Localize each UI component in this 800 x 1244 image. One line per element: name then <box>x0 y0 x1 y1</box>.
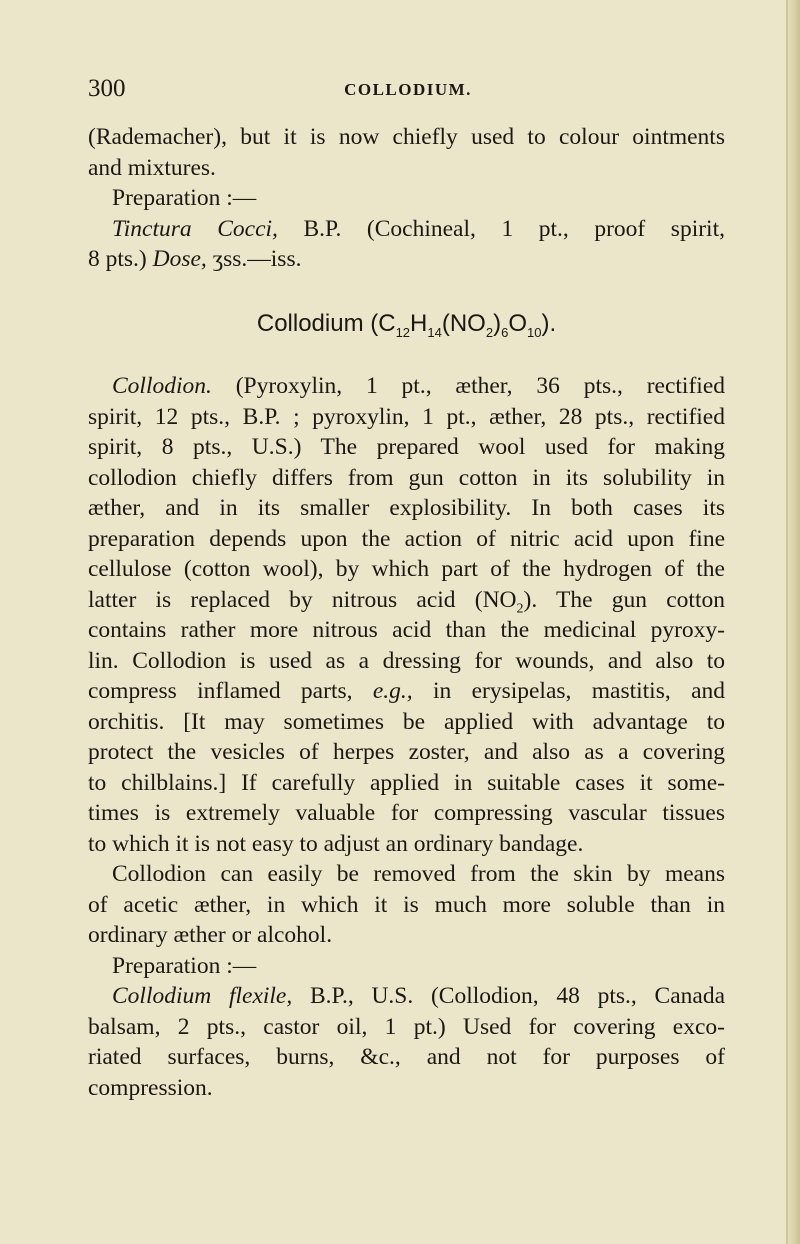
text-line-content: and mixtures. <box>88 154 216 181</box>
text-line <box>88 798 725 829</box>
text-line-content: compress inflamed parts, <box>88 678 373 704</box>
text-line-content: B.P. (Cochineal, 1 pt., proof spirit, <box>277 215 725 242</box>
text-line-content: B.P., U.S. (Collodion, 48 pts., Canada <box>292 983 725 1009</box>
text-line-content: Preparation :— <box>112 952 257 979</box>
page-edge-shadow <box>786 0 788 1244</box>
text-line <box>88 646 725 677</box>
text-line <box>88 524 725 555</box>
page-edge <box>786 0 800 1244</box>
text-line-content: orchitis. [It may sometimes be applied with advantage to <box>88 708 725 735</box>
text-line-content: balsam, 2 pts., castor oil, 1 pt.) Used for covering exco- <box>88 1013 725 1040</box>
text-line-content: latter is replaced by nitrous acid (NO <box>88 586 517 613</box>
page-number: 300 <box>88 75 126 102</box>
text-line <box>88 920 725 951</box>
text-line-content: to chilblains.] If carefully applied in suitable cases it some- <box>88 769 725 796</box>
preparation-name: Collodion. <box>112 373 212 399</box>
page-header <box>88 74 728 110</box>
text-line-content: to which it is not easy to adjust an ordinary bandage. <box>88 830 584 857</box>
text-line <box>88 554 725 585</box>
body-paragraph <box>88 371 725 1103</box>
text-line-content: collodion chiefly differs from gun cotton in its solubility in <box>88 464 725 491</box>
formula-part: H <box>410 310 428 337</box>
intro-paragraph <box>88 122 725 275</box>
formula-subscript: 6 <box>501 324 509 340</box>
formula-part: ). <box>541 310 557 337</box>
text-line-content: lin. Collodion is used as a dressing for wounds, and also to <box>88 647 725 674</box>
formula-subscript: 12 <box>395 324 411 340</box>
dose-value: ʒss.—iss. <box>206 246 302 272</box>
text-line-content: compression. <box>88 1074 213 1101</box>
text-line <box>88 768 725 799</box>
formula-part: (C <box>363 310 396 337</box>
text-line <box>88 951 725 982</box>
formula-subscript: 10 <box>527 324 542 340</box>
text-line-content: 8 pts.) <box>88 246 153 272</box>
heading-title: Collodium <box>256 310 364 337</box>
text-line <box>88 463 725 494</box>
text-line-content: (Pyroxylin, 1 pt., æther, 36 pts., rectified <box>211 373 725 399</box>
text-line-content: Collodion can easily be removed from the skin by means <box>112 861 725 887</box>
text-line <box>88 244 725 275</box>
text-line-content: spirit, 8 pts., U.S.) The prepared wool used for making <box>88 434 725 460</box>
text-line <box>88 493 725 524</box>
text-line <box>88 371 725 402</box>
text-line <box>88 1012 725 1043</box>
text-line-content: ordinary æther or alcohol. <box>88 922 333 948</box>
text-line-content: ). The gun cotton <box>523 586 725 613</box>
text-line <box>88 676 725 707</box>
text-line <box>88 183 725 214</box>
text-line-content: Preparation :— <box>112 185 257 211</box>
text-line-content: cellulose (cotton wool), by which part of the hydrogen of the <box>88 556 725 582</box>
text-line-content: protect the vesicles of herpes zoster, and also as a covering <box>88 739 725 765</box>
text-line <box>88 402 725 433</box>
text-line-content: riated surfaces, burns, &c., and not for purposes of <box>88 1044 725 1070</box>
text-line-content: spirit, 12 pts., B.P. ; pyroxylin, 1 pt., æther, 28 pts., rectified <box>88 403 725 430</box>
text-line <box>88 859 725 890</box>
text-line <box>88 829 725 860</box>
text-line <box>88 707 725 738</box>
running-head: COLLODIUM. <box>344 80 472 99</box>
text-line-content: in erysipelas, mastitis, and <box>412 678 725 704</box>
text-line <box>88 122 725 153</box>
text-line <box>88 585 725 616</box>
preparation-name: Tinctura Cocci, <box>112 215 278 242</box>
dose-label: Dose, <box>152 246 207 272</box>
formula-subscript: 14 <box>427 324 442 340</box>
text-line <box>88 1073 725 1104</box>
text-line-content: contains rather more nitrous acid than the medicinal pyroxy- <box>88 617 725 643</box>
formula-subscript: 2 <box>516 601 524 617</box>
text-line <box>88 890 725 921</box>
text-line-content: preparation depends upon the action of nitric acid upon fine <box>88 525 725 552</box>
text-line <box>88 153 725 184</box>
formula-part: (NO <box>441 310 486 337</box>
formula-part: O <box>508 310 527 337</box>
formula-subscript: 2 <box>485 324 494 340</box>
section-heading <box>88 308 725 349</box>
text-line <box>88 615 725 646</box>
text-line <box>88 432 725 463</box>
formula-part: ) <box>493 310 502 337</box>
emphasis: e.g., <box>372 678 413 704</box>
preparation-name: Collodium flexile, <box>112 983 293 1009</box>
text-line <box>88 1042 725 1073</box>
text-line-content: æther, and in its smaller explosibility. In both cases its <box>88 495 725 521</box>
text-line <box>88 981 725 1012</box>
text-line <box>88 214 725 245</box>
text-line <box>88 737 725 768</box>
text-line-content: of acetic æther, in which it is much more soluble than in <box>88 891 725 918</box>
text-line-content: (Rademacher), but it is now chiefly used to colour ointments <box>88 124 725 150</box>
text-line-content: times is extremely valuable for compressing vascular tissues <box>88 800 725 826</box>
